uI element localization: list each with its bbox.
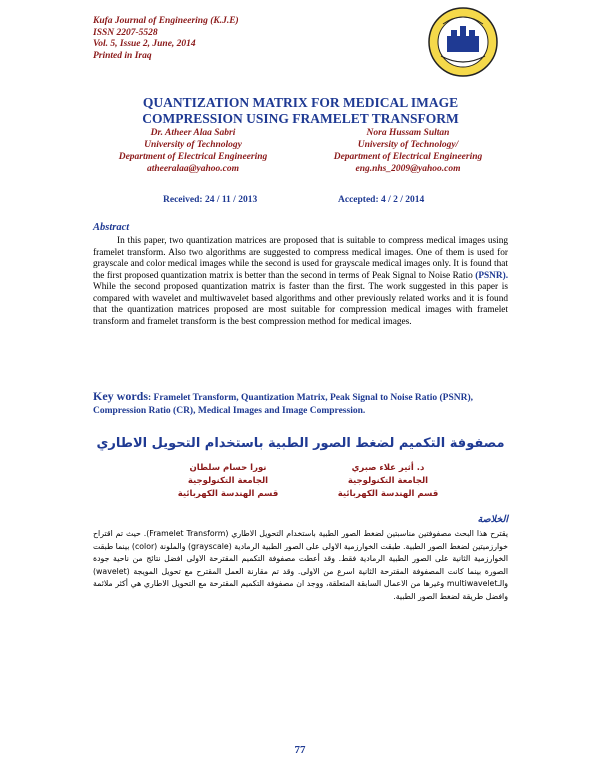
arabic-author-2-department: قسم الهندسة الكهربائية bbox=[177, 489, 279, 499]
accepted-date: Accepted: 4 / 2 / 2014 bbox=[338, 195, 425, 205]
journal-header bbox=[93, 16, 239, 62]
arabic-author-2-name: نورا حسام سلطان bbox=[189, 463, 267, 473]
author-2 bbox=[308, 127, 508, 175]
arabic-title: مصفوفة التكميم لضغط الصور الطبية باستخدام التحويل الاطاري bbox=[96, 436, 505, 451]
author-1 bbox=[93, 127, 293, 175]
author-1-affiliation: University of Technology bbox=[144, 140, 242, 150]
keywords-text: : Framelet Transform, Quantization Matrix, Peak Signal to Noise Ratio (PSNR), Compression Ratio (CR), Medical Images and Image Compression. bbox=[93, 393, 473, 416]
received-date: Received: 24 / 11 / 2013 bbox=[163, 195, 258, 205]
author-1-name: Dr. Atheer Alaa Sabri bbox=[150, 128, 236, 138]
author-2-department: Department of Electrical Engineering bbox=[333, 152, 483, 162]
arabic-abstract-body: يقترح هذا البحث مصفوفتين مناسبتين لضغط الصور الطبية باستخدام التحويل الاطاري (Framelet Transform). حيث تم اقتراح خوارزميتين لضغط الصور الطبية. طبقت الخوارزمية الاولى على الصور الطبية الرمادية (grayscale) والملونة (color) بينما طبقت الخوارزمية الثانية على الصور الطبية الرمادية فقط. وقد أعطت مصفوفة التكميم المقترحة الاولى افضل نتائج من ناحية جودة الصورة بينما كانت المصفوفة المقترحة الثانية اسرع من الاولى. وقد تم مقارنة العمل المقترح مع تحويل المويجة (wavelet) والـmultiwavelet وغيرها من الاعمال السابقة المتعلقة، ووجد ان مصفوفة التكميم المقترحة مع التحويل الاطاري هي أكثر ملائمة وافضل طريقة لضغط الصور الطبية. bbox=[93, 529, 509, 601]
arabic-author-1-affiliation: الجامعة التكنولوجية bbox=[347, 476, 429, 486]
paper-title-line1: QUANTIZATION MATRIX FOR MEDICAL IMAGE bbox=[142, 95, 459, 110]
paper-title bbox=[93, 95, 508, 126]
abstract-heading: Abstract bbox=[93, 222, 130, 233]
abstract-text-part1: In this paper, two quantization matrices are proposed that is suitable to compress medical images using framelet transform. Also two algorithms are suggested to compress medical images. One of them is used for grayscale and color medical images while the second is used for grayscale medical images only. It is found that the first proposed quantization matrix is better than the second in terms of Peak Signal to Noise Ratio bbox=[93, 236, 508, 281]
keywords-label: Key words bbox=[93, 389, 148, 403]
journal-printed: Printed in Iraq bbox=[93, 50, 152, 61]
arabic-author-2 bbox=[158, 462, 298, 501]
abstract-psnr: (PSNR). bbox=[475, 270, 509, 281]
journal-volume: Vol. 5, Issue 2, June, 2014 bbox=[93, 39, 196, 49]
arabic-author-1 bbox=[318, 462, 458, 501]
abstract-body bbox=[93, 236, 508, 328]
author-2-affiliation: University of Technology/ bbox=[357, 140, 459, 150]
arabic-abstract-heading: الخلاصة bbox=[477, 514, 508, 525]
university-seal-logo bbox=[427, 6, 499, 78]
arabic-author-1-name: د. أثير علاء صبري bbox=[351, 463, 425, 473]
journal-name: Kufa Journal of Engineering (K.J.E) bbox=[93, 16, 239, 26]
page-number: 77 bbox=[294, 744, 306, 756]
journal-issn: ISSN 2207-5528 bbox=[93, 27, 158, 38]
author-1-department: Department of Electrical Engineering bbox=[118, 152, 268, 162]
author-1-email: atheeralaa@yahoo.com bbox=[146, 164, 240, 174]
abstract-text-part2: While the second proposed quantization matrix is faster than the first. The work suggested in this paper is compared with wavelet and multiwavelet based algorithms and other previously related works and it is found that the quantization matrices proposed are most suitable for compression medical images with framelet transform and framelet transform is the best compression method for medical images. bbox=[93, 282, 508, 327]
author-2-email: eng.nhs_2009@yahoo.com bbox=[355, 164, 461, 174]
keywords bbox=[93, 390, 508, 418]
paper-title-line2: COMPRESSION USING FRAMELET TRANSFORM bbox=[142, 110, 459, 126]
author-2-name: Nora Hussam Sultan bbox=[366, 128, 450, 138]
arabic-author-2-affiliation: الجامعة التكنولوجية bbox=[187, 476, 269, 486]
arabic-author-1-department: قسم الهندسة الكهربائية bbox=[337, 489, 439, 499]
